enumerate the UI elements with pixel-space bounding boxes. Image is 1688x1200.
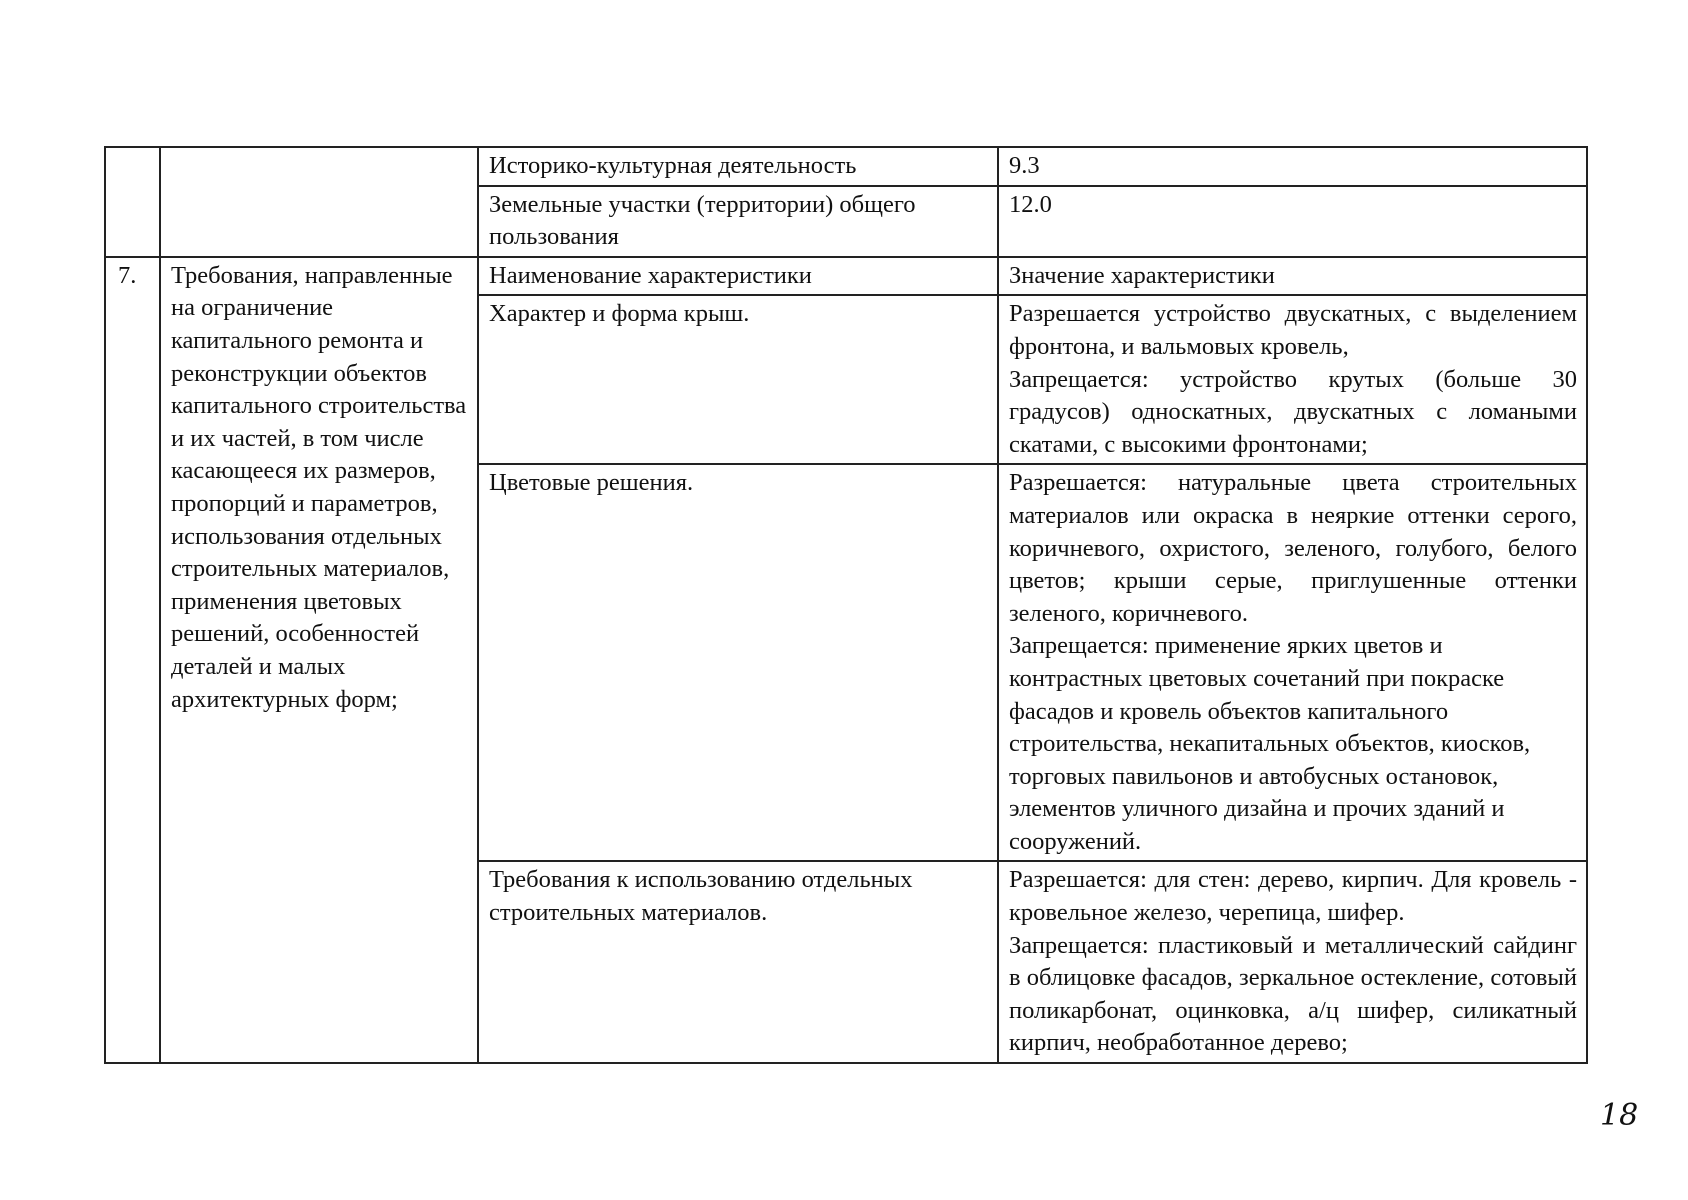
characteristic-value [998, 295, 1587, 464]
table-row [105, 147, 1587, 186]
characteristic-name: Характер и форма крыш. [478, 295, 998, 464]
value-paragraph: Запрещается: пластиковый и металлический сайдинг в облицовке фасадов, зеркальное остекление, сотовый поликарбонат, оцинковка, а/ц шифер, силикатный кирпич, необработанное дерево; [1009, 931, 1577, 1057]
section-title: Требования, направленные на ограничение капитального ремонта и реконструкции объектов капитального строительства и их частей, в том числе касающееся их размеров, пропорций и параметров, использования отдельных строительных материалов, применения цветовых решений, особенностей деталей и малых архитектурных форм; [160, 257, 478, 1063]
use-type-code: 12.0 [998, 186, 1587, 257]
value-paragraph: Запрещается: применение ярких цветов и контрастных цветовых сочетаний при покраске фасадов и кровель объектов капитального строительства, некапитальных объектов, киосков, торговых павильонов и автобусных остановок, элементов уличного дизайна и прочих зданий и сооружений. [1009, 632, 1531, 855]
characteristic-name: Цветовые решения. [478, 464, 998, 861]
use-type-name: Земельные участки (территории) общего пользования [478, 186, 998, 257]
characteristic-name-header: Наименование характеристики [478, 257, 998, 296]
value-paragraph: Разрешается устройство двускатных, с выделением фронтона, и вальмовых кровель, [1009, 300, 1577, 360]
empty-number-cell [105, 147, 160, 257]
characteristic-name: Требования к использованию отдельных строительных материалов. [478, 861, 998, 1063]
characteristic-value-header: Значение характеристики [998, 257, 1587, 296]
characteristic-value [998, 861, 1587, 1063]
value-paragraph: Разрешается: для стен: дерево, кирпич. Для кровель - кровельное железо, черепица, шифер. [1009, 866, 1577, 927]
regulations-table [104, 146, 1588, 1064]
empty-title-cell [160, 147, 478, 257]
use-type-code: 9.3 [998, 147, 1587, 186]
section-number: 7. [105, 257, 160, 1063]
value-paragraph: Разрешается: натуральные цвета строительных материалов или окраска в неяркие оттенки серого, коричневого, охристого, зеленого, голубого, белого цветов; крыши серые, приглушенные оттенки зеленого, коричневого. [1009, 469, 1577, 627]
table-row [105, 257, 1587, 296]
page-number: 18 [1600, 1098, 1639, 1133]
value-paragraph: Запрещается: устройство крутых (больше 30 градусов) односкатных, двускатных с ломаными скатами, с высокими фронтонами; [1009, 365, 1577, 458]
use-type-name: Историко-культурная деятельность [478, 147, 998, 186]
characteristic-value [998, 464, 1587, 861]
